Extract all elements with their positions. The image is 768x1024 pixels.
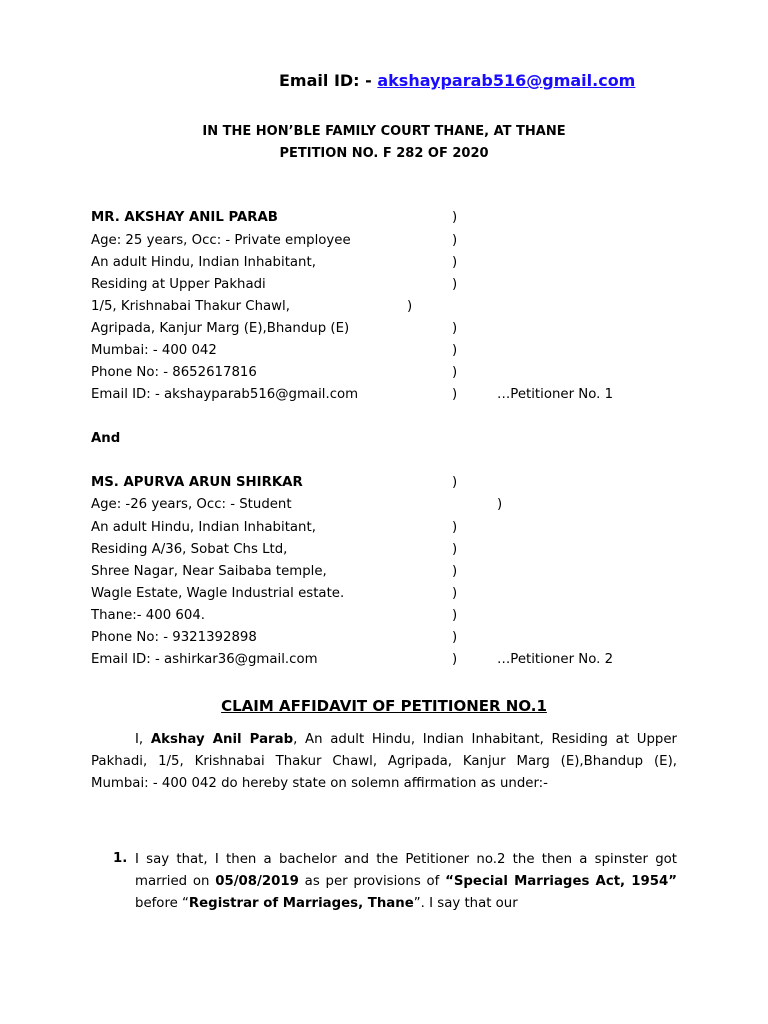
point1-text: before “ [135, 896, 189, 911]
petitioner1-line: Mumbai: - 400 042 [91, 343, 217, 358]
point1-text: as per provisions of [298, 874, 446, 889]
petitioner2-line: Phone No: - 9321392898 [91, 630, 257, 645]
petitioner2-line: Thane:- 400 604. [91, 608, 206, 623]
petitioner1-line: Age: 25 years, Occ: - Private employee [91, 233, 351, 248]
paren-marker: ) [452, 233, 458, 248]
point1-text: I say that, I then a bachelor and the Petitioner no.2 the then a spinster got married on [135, 852, 677, 889]
intro-name: Akshay Anil Parab [150, 732, 294, 747]
petition-number: PETITION NO. F 282 OF 2020 [279, 146, 489, 161]
and-label: And [91, 431, 121, 446]
petitioner1-line: Agripada, Kanjur Marg (E),Bhandup (E) [91, 321, 350, 336]
paren-marker: ) [452, 475, 458, 490]
petitioner2-name: MS. APURVA ARUN SHIRKAR [91, 475, 303, 490]
intro-rest: , An adult Hindu, Indian Inhabitant, Residing at Upper Pakhadi, 1/5, Krishnabai Thakur Chawl, Agripada, Kanjur Marg (E),Bhandup (E), Mumbai: - 400 042 do hereby state on solemn affirmation as under:- [91, 732, 677, 791]
paren-marker: ) [497, 497, 503, 512]
header-email [279, 71, 635, 90]
petitioner1-name: MR. AKSHAY ANIL PARAB [91, 210, 278, 225]
point1-registrar: Registrar of Marriages, Thane [188, 896, 414, 911]
petitioner1-line: Residing at Upper Pakhadi [91, 277, 266, 292]
header-email-label: Email ID: - [279, 71, 378, 90]
paren-marker: ) [452, 255, 458, 270]
header-email-link[interactable]: akshayparab516@gmail.com [377, 71, 636, 90]
point1-text: ”. I say that our [413, 896, 518, 911]
paren-marker: ) [452, 343, 458, 358]
petitioner1-line: An adult Hindu, Indian Inhabitant, [91, 255, 316, 270]
paren-marker: ) [452, 652, 458, 667]
point1-number: 1. [113, 851, 128, 866]
petitioner1-line: 1/5, Krishnabai Thakur Chawl, [91, 299, 290, 314]
point1-act: “Special Marriages Act, 1954” [445, 874, 677, 889]
paren-marker: ) [452, 542, 458, 557]
petitioner1-line: Phone No: - 8652617816 [91, 365, 257, 380]
point1-paragraph [135, 849, 677, 915]
paren-marker: ) [452, 387, 458, 402]
intro-prefix: I, [135, 732, 151, 747]
paren-marker: ) [452, 586, 458, 601]
paren-marker: ) [452, 630, 458, 645]
petitioner1-role: …Petitioner No. 1 [497, 387, 614, 402]
paren-marker: ) [452, 277, 458, 292]
point1-date: 05/08/2019 [215, 874, 299, 889]
paren-marker: ) [407, 299, 413, 314]
petitioner2-line: An adult Hindu, Indian Inhabitant, [91, 520, 316, 535]
petitioner2-line: Shree Nagar, Near Saibaba temple, [91, 564, 327, 579]
paren-marker: ) [452, 520, 458, 535]
paren-marker: ) [452, 608, 458, 623]
paren-marker: ) [452, 210, 458, 225]
court-title: IN THE HON’BLE FAMILY COURT THANE, AT THANE [202, 124, 566, 139]
paren-marker: ) [452, 365, 458, 380]
intro-paragraph [91, 729, 677, 795]
petitioner2-line: Residing A/36, Sobat Chs Ltd, [91, 542, 288, 557]
paren-marker: ) [452, 321, 458, 336]
petitioner2-line: Email ID: - ashirkar36@gmail.com [91, 652, 318, 667]
paren-marker: ) [452, 564, 458, 579]
affidavit-heading: CLAIM AFFIDAVIT OF PETITIONER NO.1 [221, 697, 547, 715]
petitioner2-role: …Petitioner No. 2 [497, 652, 614, 667]
petitioner1-line: Email ID: - akshayparab516@gmail.com [91, 387, 359, 402]
petitioner2-line: Wagle Estate, Wagle Industrial estate. [91, 586, 345, 601]
petitioner2-line: Age: -26 years, Occ: - Student [91, 497, 292, 512]
